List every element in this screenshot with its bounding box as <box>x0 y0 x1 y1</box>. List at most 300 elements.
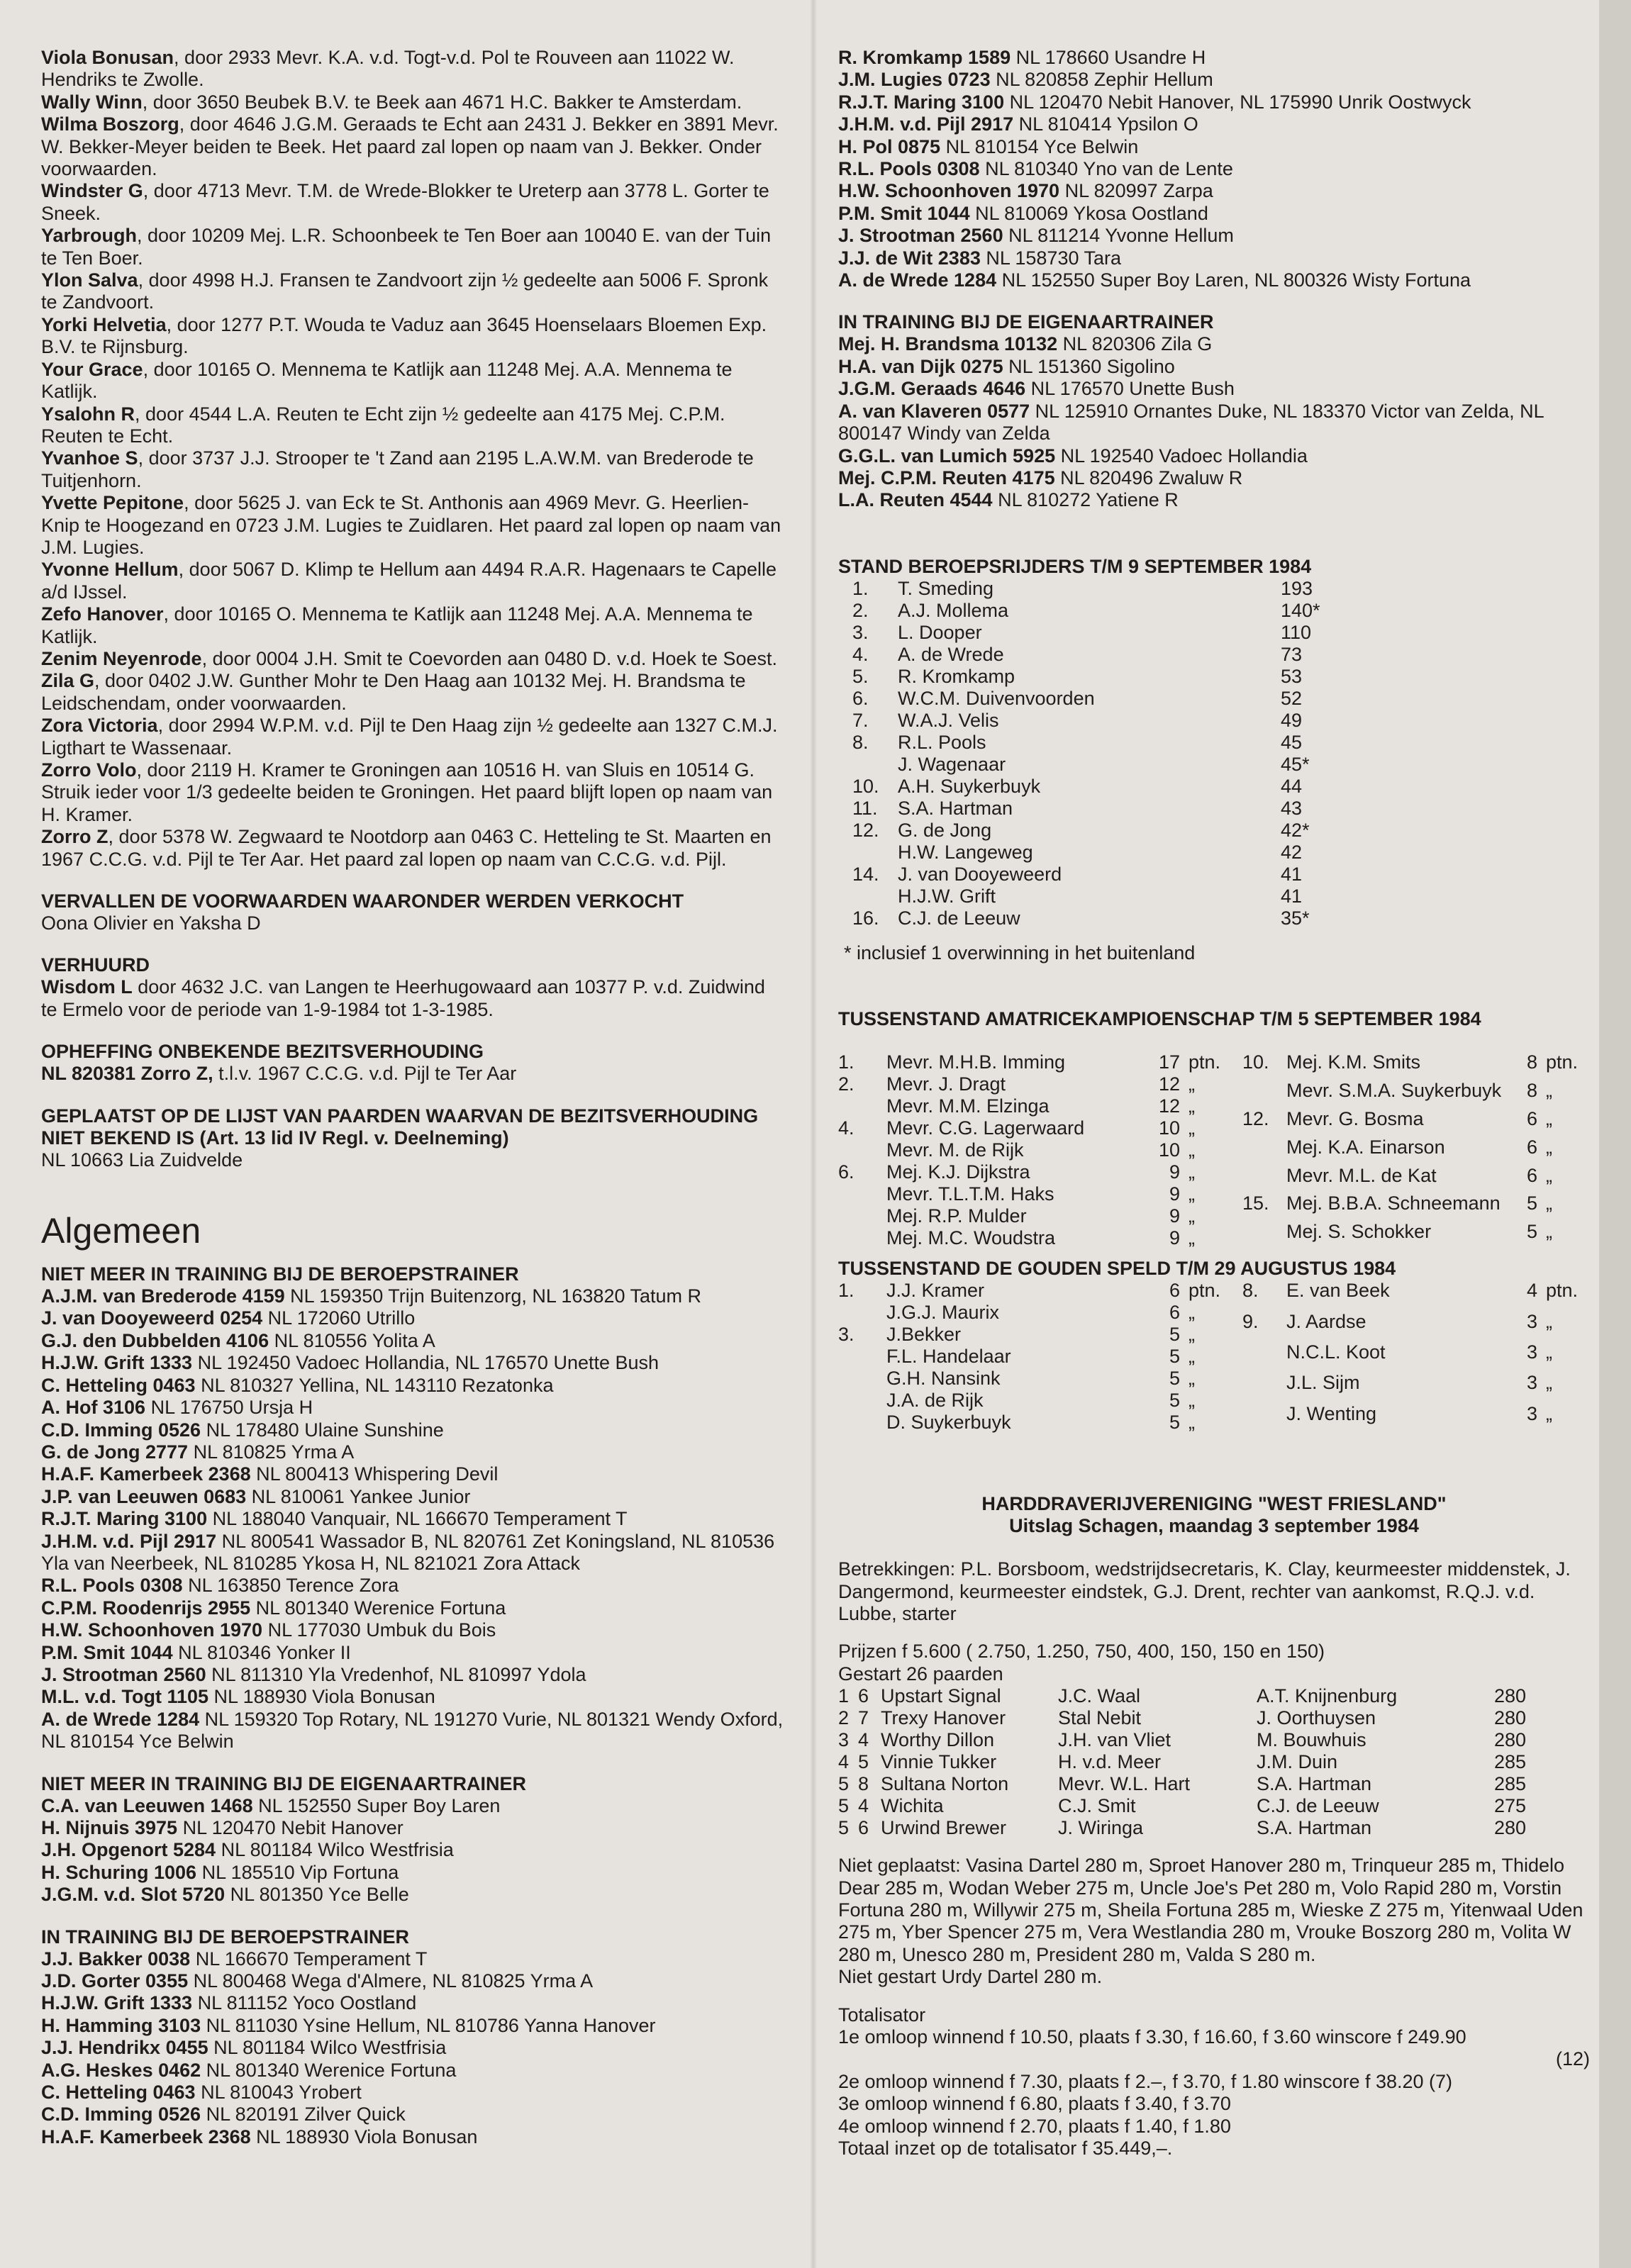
cell-unit: „ <box>1546 1341 1552 1363</box>
vervallen-text: Oona Olivier en Yaksha D <box>41 912 261 934</box>
cell-name: H.J.W. Grift <box>898 885 996 907</box>
list-item <box>838 269 1590 291</box>
cell-pts: 6 <box>1526 1136 1537 1158</box>
cell-pts: 41 <box>1281 885 1303 907</box>
cell-horse: Wichita <box>881 1795 944 1817</box>
entry-name: Zora Victoria <box>41 715 158 737</box>
cell-pos: 9. <box>1242 1310 1259 1332</box>
entry-name: J.P. van Leeuwen 0683 <box>41 1485 247 1507</box>
list-item <box>41 1619 786 1641</box>
cell-unit: „ <box>1189 1139 1195 1161</box>
cell-driver: S.A. Hartman <box>1257 1817 1372 1839</box>
entry-name: Zorro Z <box>41 826 108 848</box>
entry-name: G.G.L. van Lumich 5925 <box>838 445 1056 467</box>
cell-pts: 3 <box>1526 1341 1537 1363</box>
table-row <box>852 886 1366 907</box>
entry-name: L.A. Reuten 4544 <box>838 489 993 511</box>
entry-text: NL 163850 Terence Zora <box>182 1575 399 1597</box>
entry-name: H. Pol 0875 <box>838 135 941 157</box>
cell-pts: 5 <box>1169 1412 1180 1434</box>
entry-text: NL 820496 Zwaluw R <box>1054 467 1243 488</box>
entry-name: J. van Dooyeweerd 0254 <box>41 1307 263 1329</box>
entry-text: , door 5067 D. Klimp te Hellum aan 4494 R.A.R. Hagenaars te Capelle a/d IJssel. <box>41 559 777 603</box>
cell-name: J.L. Sijm <box>1286 1372 1360 1394</box>
list-item <box>41 359 786 403</box>
cell-name: Mej. M.C. Woudstra <box>886 1227 1056 1249</box>
table-row <box>838 1817 1526 1839</box>
entry-text: t.l.v. 1967 C.C.G. v.d. Pijl te Ter Aar <box>213 1063 517 1085</box>
cell-dist: 275 <box>1493 1795 1526 1817</box>
amat-heading: TUSSENSTAND AMATRICEKAMPIOENSCHAP T/M 5 SEPTEMBER 1984 <box>838 1008 1481 1030</box>
table-row <box>838 1161 1242 1183</box>
list-item <box>41 2126 786 2148</box>
cell-pos <box>852 842 898 864</box>
cell-pts: 6 <box>1169 1302 1180 1324</box>
entry-text: NL 166670 Temperament T <box>190 1948 428 1970</box>
table-row <box>838 1685 1526 1707</box>
table-row <box>852 907 1366 929</box>
entry-text: NL 811310 Yla Vredenhof, NL 810997 Ydola <box>206 1663 586 1685</box>
entry-name: J.D. Gorter 0355 <box>41 1970 189 1992</box>
list-item <box>838 467 1590 489</box>
section-heading: IN TRAINING BIJ DE EIGENAARTRAINER <box>838 311 1214 333</box>
list-item <box>41 403 786 448</box>
cell-name: A.J. Mollema <box>898 599 1009 621</box>
entry-text: NL 188040 Vanquair, NL 166670 Temperament T <box>207 1508 628 1530</box>
table-row <box>838 1280 1242 1302</box>
cell-pts: 3 <box>1526 1372 1537 1394</box>
cell-pts: 35* <box>1281 907 1310 929</box>
cell-name: D. Suykerbuyk <box>886 1412 1011 1434</box>
table-row <box>1242 1280 1590 1310</box>
table-row <box>838 1773 1526 1795</box>
cell-pts: 5 <box>1169 1324 1180 1346</box>
entry-text: NL 125910 Ornantes Duke, NL 183370 Victor van Zelda, NL 800147 Windy van Zelda <box>838 400 1544 445</box>
entry-name: Wilma Boszorg <box>41 113 179 135</box>
entry-text: NL 801184 Wilco Westfrisia <box>216 1839 454 1861</box>
cell-name: F.L. Handelaar <box>886 1346 1011 1368</box>
entry-text: , door 10165 O. Mennema te Katlijk aan 11248 Mej. A.A. Mennema te Katlijk. <box>41 358 733 403</box>
opheffing-entry <box>41 1063 786 1085</box>
list-item <box>838 333 1590 355</box>
entry-text: , door 2119 H. Kramer te Groningen aan 10516 H. van Sluis en 10514 G. Struik ieder voor 1/3 gedeelte beiden te Groningen. Het paard blijft lopen op naam van H. Kramer. <box>41 759 773 825</box>
cell-name: G.H. Nansink <box>886 1368 1001 1390</box>
cell-pl: 5 <box>838 1773 850 1795</box>
cell-pos: 15. <box>1242 1192 1269 1214</box>
list-item <box>838 225 1590 247</box>
cell-driver: S.A. Hartman <box>1257 1773 1372 1795</box>
cell-name: Mevr. C.G. Lagerwaard <box>886 1117 1085 1139</box>
entry-name: H.A.F. Kamerbeek 2368 <box>41 2125 251 2147</box>
cell-pts: 140* <box>1281 599 1320 621</box>
section-heading: NIET MEER IN TRAINING BIJ DE EIGENAARTRAINER <box>41 1772 527 1794</box>
speld-table <box>838 1280 1590 1434</box>
entry-text: door 4632 J.C. van Langen te Heerhugowaard aan 10377 P. v.d. Zuidwind te Ermelo voor de periode van 1-9-1984 tot 1-3-1985. <box>41 976 765 1020</box>
cell-pl: 2 <box>838 1707 850 1729</box>
entry-text: NL 811214 Yvonne Hellum <box>1003 225 1234 247</box>
cell-unit: ptn. <box>1189 1051 1221 1073</box>
entry-text: , door 4713 Mevr. T.M. de Wrede-Blokker te Ureterp aan 3778 L. Gorter te Sneek. <box>41 180 769 224</box>
entry-name: Your Grace <box>41 358 143 380</box>
entry-name: Mej. C.P.M. Reuten 4175 <box>838 467 1055 488</box>
table-row <box>1242 1080 1590 1108</box>
cell-pts: 5 <box>1169 1346 1180 1368</box>
entry-name: G.J. den Dubbelden 4106 <box>41 1329 269 1351</box>
cell-dist: 280 <box>1493 1817 1526 1839</box>
table-row <box>1242 1192 1590 1221</box>
entry-text: NL 172060 Utrillo <box>262 1307 416 1329</box>
list-item <box>41 1817 786 1839</box>
list-item <box>838 180 1590 202</box>
entry-name: G. de Jong 2777 <box>41 1441 189 1463</box>
cell-pl: 1 <box>838 1685 850 1707</box>
entry-text: NL 176750 Ursja H <box>145 1397 313 1419</box>
cell-pts: 41 <box>1281 863 1303 885</box>
cell-unit: „ <box>1546 1221 1552 1243</box>
cell-pos: 3. <box>838 1324 855 1346</box>
trainer-list <box>838 47 1590 291</box>
entry-text: NL 151360 Sigolino <box>1003 355 1175 377</box>
table-row <box>1242 1108 1590 1136</box>
amat-table <box>838 1051 1590 1249</box>
cell-pos <box>1242 1372 1286 1402</box>
list-item <box>41 1664 786 1686</box>
entry-text: , door 0402 J.W. Gunther Mohr te Den Haag aan 10132 Mej. H. Brandsma te Leidschendam, onder voorwaarden. <box>41 670 746 714</box>
entry-text: NL 820191 Zilver Quick <box>201 2104 406 2125</box>
cell-horse: Worthy Dillon <box>881 1729 995 1751</box>
cell-pts: 9 <box>1169 1205 1180 1227</box>
list-item <box>41 1419 786 1441</box>
list-item <box>41 1330 786 1352</box>
cell-horse: Trexy Hanover <box>881 1707 1006 1729</box>
cell-pos <box>838 1302 886 1324</box>
entry-text: NL 820997 Zarpa <box>1059 180 1213 202</box>
table-row <box>1242 1051 1590 1080</box>
section-heading: IN TRAINING BIJ DE BEROEPSTRAINER <box>41 1926 410 1948</box>
list-item <box>41 447 786 492</box>
cell-pts: 5 <box>1526 1221 1537 1243</box>
entry-text: NL 801340 Werenice Fortuna <box>250 1597 506 1619</box>
cell-pos <box>838 1346 886 1368</box>
race-not-started: Niet gestart Urdy Dartel 280 m. <box>838 1966 1103 1988</box>
cell-pts: 44 <box>1281 775 1303 797</box>
list-item <box>41 2082 786 2104</box>
list-item <box>41 1686 786 1708</box>
table-row <box>852 578 1366 600</box>
vervallen-heading: VERVALLEN DE VOORWAARDEN WAARONDER WERDEN VERKOCHT <box>41 890 684 912</box>
tote-line: 1e omloop winnend f 10.50, plaats f 3.30, f 16.60, f 3.60 winscore f 249.90 <box>838 2026 1466 2048</box>
cell-pl: 4 <box>838 1751 850 1773</box>
trainer-list <box>41 1795 786 1906</box>
entry-name: Zefo Hanover <box>41 603 164 625</box>
cell-pos: 8. <box>1242 1280 1259 1302</box>
entry-text: , door 5625 J. van Eck te St. Anthonis aan 4969 Mevr. G. Heerlien-Knip te Hoogezand en 0723 J.M. Lugies te Zuidlaren. Het paard zal lopen op naam van J.M. Lugies. <box>41 492 781 558</box>
cell-unit: „ <box>1189 1390 1195 1412</box>
entry-name: J.J. de Wit 2383 <box>838 247 981 269</box>
cell-horse: Upstart Signal <box>881 1685 1001 1707</box>
entry-text: , door 0004 J.H. Smit te Coevorden aan 0480 D. v.d. Hoek te Soest. <box>201 647 778 669</box>
cell-pos <box>1242 1403 1286 1434</box>
entry-text: NL 192450 Vadoec Hollandia, NL 176570 Unette Bush <box>192 1352 659 1374</box>
entry-name: H. Hamming 3103 <box>41 2014 201 2036</box>
cell-name: Mej. R.P. Mulder <box>886 1205 1027 1227</box>
entry-name: Yarbrough <box>41 225 138 247</box>
list-item <box>41 715 786 759</box>
table-row <box>838 1073 1242 1095</box>
entry-name: Wisdom L <box>41 976 133 998</box>
entry-text: NL 801184 Wilco Westfrisia <box>208 2037 447 2059</box>
race-started: Gestart 26 paarden <box>838 1663 1003 1685</box>
list-item <box>41 314 786 359</box>
entry-name: H.J.W. Grift 1333 <box>41 1352 193 1374</box>
table-row <box>838 1139 1242 1161</box>
tote-line: 4e omloop winnend f 2.70, plaats f 1.40, f 1.80 <box>838 2115 1231 2137</box>
list-item <box>41 670 786 715</box>
entry-name: NL 820381 Zorro Z, <box>41 1063 213 1085</box>
cell-pos <box>1242 1221 1286 1249</box>
table-row <box>852 622 1366 644</box>
cell-nr: 5 <box>858 1751 869 1773</box>
cell-unit: „ <box>1189 1073 1195 1095</box>
cell-name: Mevr. M.M. Elzinga <box>886 1095 1050 1117</box>
entry-name: P.M. Smit 1044 <box>41 1641 173 1663</box>
list-item <box>41 1352 786 1374</box>
cell-owner: J. Wiringa <box>1058 1817 1144 1839</box>
list-item <box>838 69 1590 91</box>
cell-driver: A.T. Knijnenburg <box>1257 1685 1398 1707</box>
entry-name: A.G. Heskes 0462 <box>41 2059 201 2081</box>
cell-name: A. de Wrede <box>898 643 1004 665</box>
entry-text: NL 159350 Trijn Buitenzorg, NL 163820 Tatum R <box>284 1285 702 1307</box>
cell-pts: 5 <box>1169 1390 1180 1412</box>
cell-name: L. Dooper <box>898 621 982 643</box>
entry-text: NL 801350 Yce Belle <box>225 1884 409 1906</box>
cell-pos <box>838 1205 886 1227</box>
cell-pts: 12 <box>1158 1073 1180 1095</box>
table-row <box>838 1729 1526 1751</box>
table-row <box>838 1095 1242 1117</box>
cell-unit: „ <box>1546 1079 1552 1101</box>
cell-pos: 3. <box>852 621 869 643</box>
tote-line: 3e omloop winnend f 6.80, plaats f 3.40, f 3.70 <box>838 2093 1231 2115</box>
opheffing-heading: OPHEFFING ONBEKENDE BEZITSVERHOUDING <box>41 1041 484 1063</box>
list-item <box>41 1375 786 1397</box>
entry-name: J. Strootman 2560 <box>41 1663 206 1685</box>
entry-text: NL 120470 Nebit Hanover <box>177 1817 403 1838</box>
cell-pts: 8 <box>1526 1051 1537 1073</box>
cell-unit: „ <box>1189 1346 1195 1368</box>
list-item <box>41 1862 786 1884</box>
cell-unit: „ <box>1546 1192 1552 1214</box>
table-row <box>838 1302 1242 1324</box>
entry-text: , door 5378 W. Zegwaard te Nootdorp aan 0463 C. Hetteling te St. Maarten en 1967 C.C.G. v.d. Pijl te Ter Aar. Het paard zal lopen op naam van C.C.G. v.d. Pijl. <box>41 826 772 870</box>
cell-name: Mej. K.A. Einarson <box>1286 1136 1445 1158</box>
cell-pos <box>838 1139 886 1161</box>
entry-name: Wally Winn <box>41 91 143 113</box>
list-item <box>41 2060 786 2082</box>
entry-name: A. de Wrede 1284 <box>838 269 997 291</box>
cell-pos: 12. <box>852 819 879 841</box>
cell-dist: 280 <box>1493 1685 1526 1707</box>
entry-name: J.J. Bakker 0038 <box>41 1948 191 1970</box>
table-row <box>852 842 1366 864</box>
cell-pos: 1. <box>838 1051 855 1073</box>
cell-pos <box>838 1183 886 1205</box>
cell-pts: 49 <box>1281 709 1303 731</box>
stand-heading: STAND BEROEPSRIJDERS T/M 9 SEPTEMBER 1984 <box>838 555 1312 577</box>
entry-text: NL 152550 Super Boy Laren <box>252 1794 501 1816</box>
cell-pts: 43 <box>1281 797 1303 819</box>
cell-owner: C.J. Smit <box>1058 1795 1136 1817</box>
list-item <box>838 445 1590 467</box>
entry-name: Yvonne Hellum <box>41 559 179 581</box>
list-item <box>41 1884 786 1906</box>
cell-name: J. van Dooyeweerd <box>898 863 1062 885</box>
trainer-list <box>41 1948 786 2149</box>
cell-pts: 9 <box>1169 1183 1180 1205</box>
entry-text: NL 810825 Yrma A <box>188 1441 355 1463</box>
tote-line: (12) <box>1555 2048 1590 2070</box>
entry-name: A. de Wrede 1284 <box>41 1708 200 1730</box>
cell-pos: 1. <box>852 577 869 599</box>
cell-pts: 6 <box>1526 1164 1537 1186</box>
cell-name: Mevr. S.M.A. Suykerbuyk <box>1286 1079 1502 1101</box>
cell-pos <box>838 1368 886 1390</box>
table-row <box>852 864 1366 886</box>
entry-name: C.D. Imming 0526 <box>41 1419 201 1441</box>
entry-text: NL 177030 Umbuk du Bois <box>262 1619 496 1641</box>
cell-pos: 6. <box>852 687 869 709</box>
entry-name: H.W. Schoonhoven 1970 <box>41 1619 263 1641</box>
cell-driver: M. Bouwhuis <box>1257 1729 1366 1751</box>
table-row <box>852 644 1366 666</box>
cell-name: A.H. Suykerbuyk <box>898 775 1041 797</box>
entry-name: P.M. Smit 1044 <box>838 202 970 224</box>
list-item <box>41 1970 786 1992</box>
list-item <box>41 1839 786 1861</box>
table-row <box>852 732 1366 754</box>
entry-text: , door 3737 J.J. Strooper te 't Zand aan 2195 L.A.W.M. van Brederode te Tuitjenhorn. <box>41 447 754 491</box>
table-row <box>1242 1136 1590 1165</box>
entry-text: NL 810069 Ykosa Oostland <box>969 202 1208 224</box>
cell-name: J. Wagenaar <box>898 753 1006 775</box>
entry-text: NL 810340 Yno van de Lente <box>979 158 1233 180</box>
geplaatst-text: NL 10663 Lia Zuidvelde <box>41 1149 243 1171</box>
list-item <box>41 1948 786 1970</box>
cell-horse: Vinnie Tukker <box>881 1751 997 1773</box>
entry-text: NL 800468 Wega d'Almere, NL 810825 Yrma A <box>188 1970 594 1992</box>
table-row <box>838 1795 1526 1817</box>
entry-text: , door 3650 Beubek B.V. te Beek aan 4671 H.C. Bakker te Amsterdam. <box>142 91 742 113</box>
cell-pts: 3 <box>1526 1402 1537 1424</box>
cell-pos: 2. <box>838 1073 855 1095</box>
list-item <box>838 158 1590 180</box>
table-row <box>1242 1341 1590 1372</box>
entry-text: NL 810272 Yatiene R <box>992 489 1179 511</box>
entry-text: NL 120470 Nebit Hanover, NL 175990 Unrik Oostwyck <box>1004 91 1471 113</box>
cell-unit: „ <box>1546 1310 1552 1332</box>
cell-pts: 193 <box>1281 577 1313 599</box>
cell-name: S.A. Hartman <box>898 797 1013 819</box>
cell-name: Mevr. M.L. de Kat <box>1286 1164 1437 1186</box>
cell-pts: 6 <box>1526 1107 1537 1129</box>
cell-nr: 4 <box>858 1729 869 1751</box>
entry-text: , door 10165 O. Mennema te Katlijk aan 11248 Mej. A.A. Mennema te Katlijk. <box>41 603 753 647</box>
list-item <box>838 356 1590 378</box>
table-row <box>838 1707 1526 1729</box>
list-item <box>41 1463 786 1485</box>
cell-unit: „ <box>1546 1107 1552 1129</box>
cell-pos <box>1242 1080 1286 1108</box>
entry-text: NL 185510 Vip Fortuna <box>196 1861 399 1883</box>
entry-text: NL 176570 Unette Bush <box>1025 378 1235 400</box>
cell-pos: 4. <box>838 1117 855 1139</box>
cell-nr: 8 <box>858 1773 869 1795</box>
cell-pos <box>838 1095 886 1117</box>
entry-text: NL 810414 Ypsilon O <box>1013 113 1198 135</box>
entry-text: NL 810154 Yce Belwin <box>940 135 1139 157</box>
entry-name: Viola Bonusan <box>41 47 174 68</box>
list-item <box>41 1597 786 1619</box>
cell-pl: 5 <box>838 1817 850 1839</box>
cell-dist: 285 <box>1493 1751 1526 1773</box>
list-item <box>41 180 786 225</box>
table-row <box>838 1051 1242 1073</box>
table-row <box>838 1205 1242 1227</box>
cell-pos <box>1242 1341 1286 1372</box>
entry-name: C.P.M. Roodenrijs 2955 <box>41 1597 251 1619</box>
list-item <box>41 1795 786 1817</box>
list-item <box>838 136 1590 158</box>
cell-pos: 7. <box>852 709 869 731</box>
list-item <box>41 1441 786 1463</box>
table-row <box>838 1117 1242 1139</box>
race-prizes: Prijzen f 5.600 ( 2.750, 1.250, 750, 400, 150, 150 en 150) <box>838 1641 1325 1663</box>
cell-name: Mej. B.B.A. Schneemann <box>1286 1192 1501 1214</box>
cell-pts: 45* <box>1281 753 1310 775</box>
list-item <box>41 1486 786 1508</box>
entry-name: M.L. v.d. Togt 1105 <box>41 1686 209 1708</box>
cell-pos <box>852 886 898 907</box>
cell-name: H.W. Langeweg <box>898 841 1033 863</box>
cell-horse: Sultana Norton <box>881 1773 1009 1795</box>
list-item <box>838 378 1590 400</box>
entry-name: Yorki Helvetia <box>41 313 167 335</box>
cell-owner: J.H. van Vliet <box>1058 1729 1171 1751</box>
table-row <box>838 1368 1242 1390</box>
entry-text: , door 2994 W.P.M. v.d. Pijl te Den Haag zijn ½ gedeelte aan 1327 C.M.J. Ligthart te Wassenaar. <box>41 715 778 759</box>
table-row <box>1242 1165 1590 1193</box>
entry-text: NL 152550 Super Boy Laren, NL 800326 Wisty Fortuna <box>996 269 1471 291</box>
entry-text: NL 811152 Yoco Oostland <box>192 1992 417 2014</box>
tote-list <box>838 2026 1590 2160</box>
cell-pts: 10 <box>1158 1139 1180 1161</box>
table-row <box>838 1324 1242 1346</box>
table-row <box>852 754 1366 776</box>
entry-name: R.L. Pools 0308 <box>41 1575 183 1597</box>
cell-unit: ptn. <box>1546 1051 1579 1073</box>
list-item <box>838 489 1590 511</box>
entry-name: Ylon Salva <box>41 269 138 291</box>
entry-text: NL 810043 Yrobert <box>195 2082 362 2104</box>
cell-driver: J. Oorthuysen <box>1257 1707 1376 1729</box>
cell-pos: 10. <box>1242 1051 1269 1073</box>
entry-name: A. Hof 3106 <box>41 1397 146 1419</box>
cell-pts: 73 <box>1281 643 1303 665</box>
speld-heading: TUSSENSTAND DE GOUDEN SPELD T/M 29 AUGUSTUS 1984 <box>838 1258 1396 1280</box>
cell-name: W.A.J. Velis <box>898 709 999 731</box>
entry-name: Yvette Pepitone <box>41 492 184 514</box>
